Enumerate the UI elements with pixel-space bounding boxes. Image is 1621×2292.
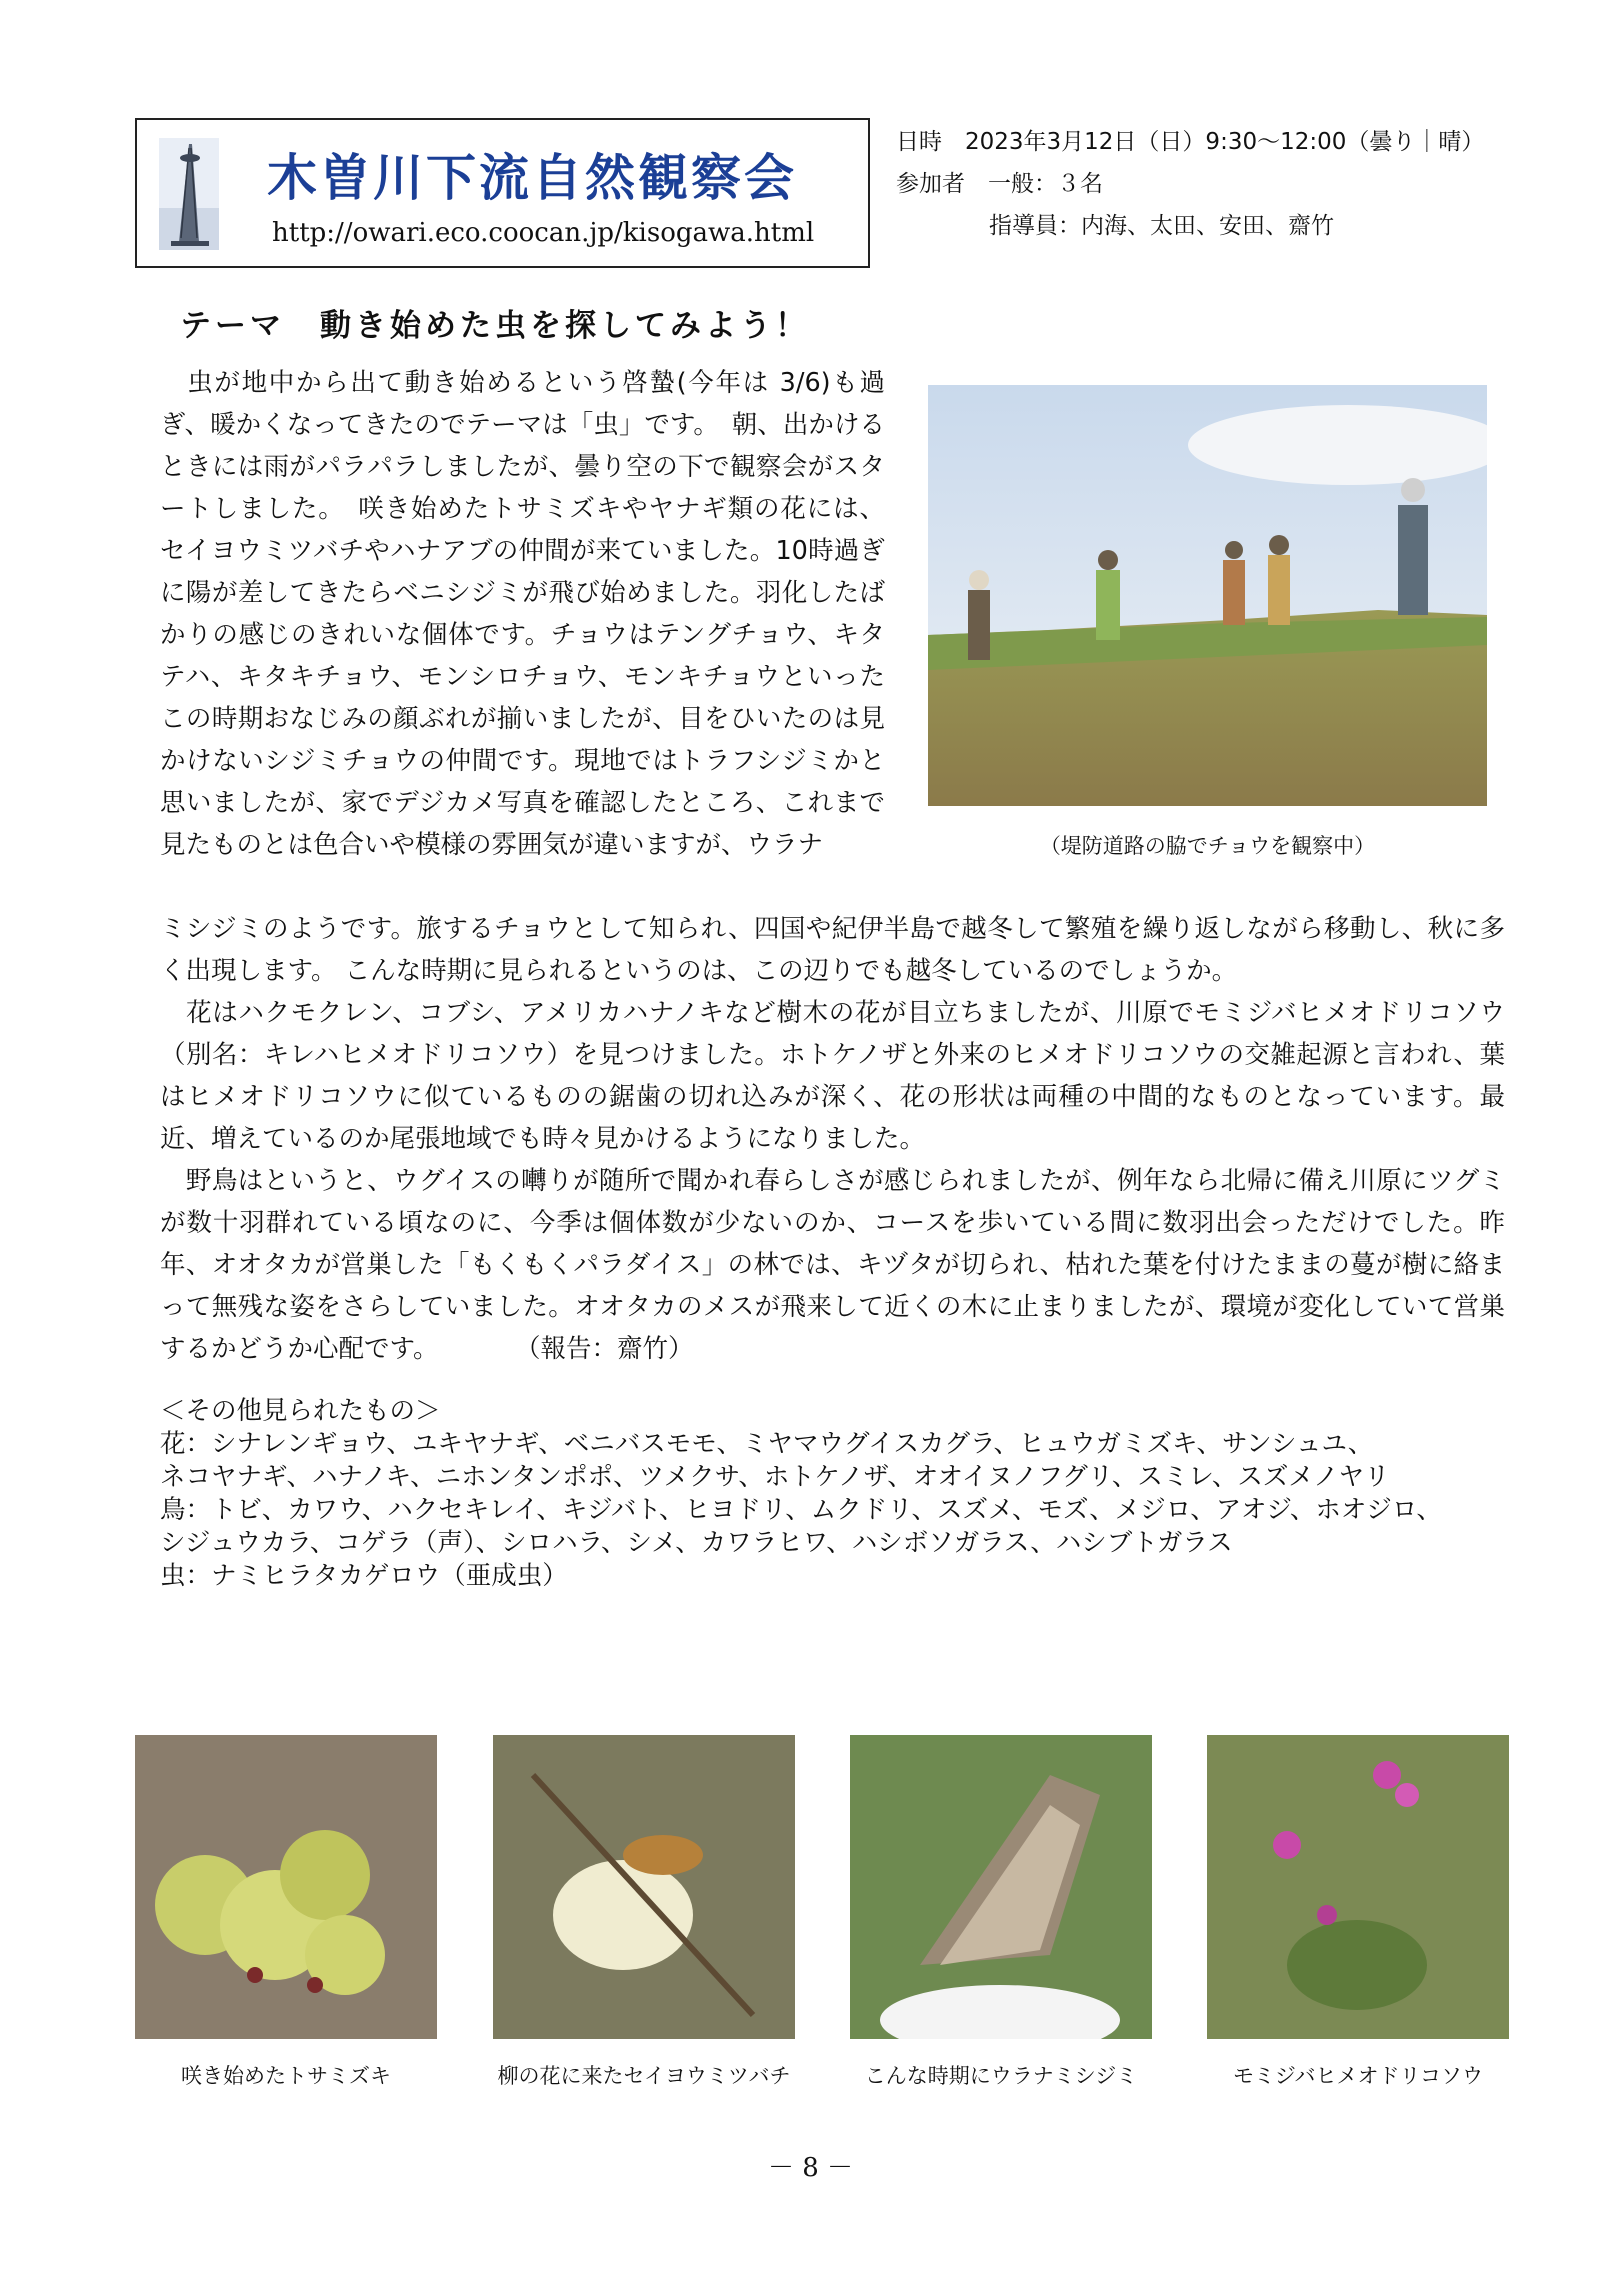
others-list bbox=[160, 1395, 1505, 1593]
others-heading: ＜その他見られたもの＞ bbox=[160, 1396, 441, 1426]
observers-photo bbox=[928, 385, 1487, 806]
willow-bee-photo bbox=[493, 1735, 795, 2039]
photo-caption: （堤防道路の脇でチョウを観察中） bbox=[1039, 834, 1376, 858]
thumbnail-caption: 柳の花に来たセイヨウミツバチ bbox=[497, 2064, 791, 2088]
report-body-full bbox=[160, 908, 1505, 1370]
tower-logo-icon bbox=[159, 138, 219, 250]
list-item: シジュウカラ、コゲラ（声）、シロハラ、シメ、カワラヒワ、ハシボソガラス、ハシブトガラス bbox=[160, 1528, 1233, 1558]
header-box bbox=[135, 118, 870, 268]
list-item: 花：シナレンギョウ、ユキヤナギ、ベニバスモモ、ミヤマウグイスカグラ、ヒュウガミズキ、サンシュユ、 bbox=[160, 1429, 1374, 1459]
tosamizuki-photo bbox=[135, 1735, 437, 2039]
thumbnail-caption: モミジバヒメオドリコソウ bbox=[1232, 2064, 1484, 2088]
theme-heading: テーマ 動き始めた虫を探してみよう！ bbox=[180, 308, 810, 344]
page-number: － 8 － bbox=[767, 2153, 854, 2183]
report-paragraph: 野鳥はというと、ウグイスの囀りが随所で聞かれ春らしさが感じられましたが、例年なら北帰に備え川原にツグミが数十羽群れている頃なのに、今季は個体数が少ないのか、コースを歩いている間に数羽出会っただけでした。昨年、オオタカが営巣した「もくもくパラダイス」の林では、キヅタが切られ、枯れた葉を付けたままの蔓が樹に絡まって無残な姿をさらしていました。オオタカのメスが飛来して近くの木に止まりましたが、環境が変化していて営巣するかどうか心配です。 （報告：齋竹） bbox=[160, 1166, 1505, 1364]
list-item: 鳥：トビ、カワウ、ハクセキレイ、キジバト、ヒヨドリ、ムクドリ、スズメ、モズ、メジロ、アオジ、ホオジロ、 bbox=[160, 1495, 1442, 1525]
page-title: 木曽川下流自然観察会 bbox=[267, 149, 797, 207]
thumbnail-caption: 咲き始めたトサミズキ bbox=[181, 2064, 391, 2088]
butterfly-photo bbox=[850, 1735, 1152, 2039]
report-body-left: 虫が地中から出て動き始めるという啓蟄(今年は 3/6)も過ぎ、暖かくなってきたのでテーマは「虫」です。 朝、出かけるときには雨がパラパラしましたが、曇り空の下で観察会がスタートしました。 咲き始めたトサミズキやヤナギ類の花には、セイヨウミツバチやハナアブの仲間が来ていました。10時過ぎに陽が差してきたらベニシジミが飛び始めました。羽化したばかりの感じのきれいな個体です。チョウはテングチョウ、キタテハ、キタキチョウ、モンシロチョウ、モンキチョウといったこの時期おなじみの顔ぶれが揃いましたが、目をひいたのは見かけないシジミチョウの仲間です。現地ではトラフシジミかと思いましたが、家でデジカメ写真を確認したところ、これまで見たものとは色合いや模様の雰囲気が違いますが、ウラナ bbox=[160, 368, 885, 860]
report-paragraph: 花はハクモクレン、コブシ、アメリカハナノキなど樹木の花が目立ちましたが、川原でモミジバヒメオドリコソウ（別名：キレハヒメオドリコソウ）を見つけました。ホトケノザと外来のヒメオドリコソウの交雑起源と言われ、葉はヒメオドリコソウに似ているものの鋸歯の切れ込みが深く、花の形状は両種の中間的なものとなっています。最近、増えているのか尾張地域でも時々見かけるようになりました。 bbox=[160, 998, 1505, 1154]
lamium-flower-photo bbox=[1207, 1735, 1509, 2039]
report-paragraph: ミシジミのようです。旅するチョウとして知られ、四国や紀伊半島で越冬して繁殖を繰り返しながら移動し、秋に多く出現します。 こんな時期に見られるというのは、この辺りでも越冬しているのでしょうか。 bbox=[160, 914, 1505, 986]
thumbnail-caption: こんな時期にウラナミシジミ bbox=[864, 2064, 1138, 2088]
event-date: 日時 2023年3月12日（日）9:30～12:00（曇り｜晴） bbox=[896, 129, 1485, 155]
participants: 参加者 一般：３名 bbox=[896, 171, 1103, 197]
list-item: 虫：ナミヒラタカゲロウ（亜成虫） bbox=[160, 1561, 568, 1591]
site-url: http://owari.eco.coocan.jp/kisogawa.html bbox=[272, 218, 815, 248]
list-item: ネコヤナギ、ハナノキ、ニホンタンポポ、ツメクサ、ホトケノザ、オオイヌノフグリ、スミレ、スズメノヤリ bbox=[160, 1462, 1390, 1492]
leaders: 指導員：内海、太田、安田、齋竹 bbox=[989, 213, 1334, 239]
